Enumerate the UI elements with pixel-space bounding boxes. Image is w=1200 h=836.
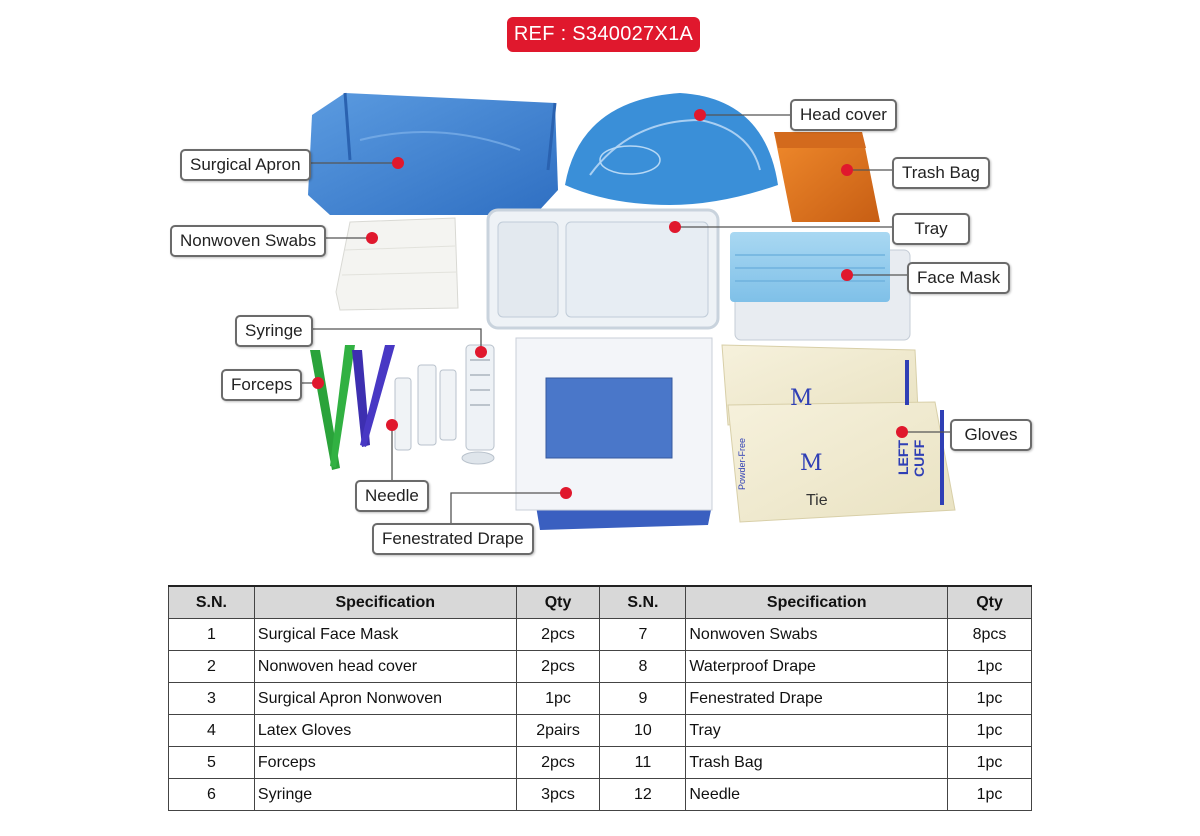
cell-qty: 8pcs	[948, 619, 1032, 651]
cell-spec: Forceps	[254, 747, 516, 779]
label-nonwoven-swabs: Nonwoven Swabs	[170, 225, 326, 257]
glove-size-top: M	[790, 386, 813, 411]
cell-qty: 1pc	[948, 715, 1032, 747]
face-mask-image	[730, 232, 910, 340]
cell-spec: Fenestrated Drape	[686, 683, 948, 715]
cell-spec: Tray	[686, 715, 948, 747]
fenestrated-drape-image	[516, 338, 712, 530]
cell-spec: Syringe	[254, 779, 516, 811]
nonwoven-swabs-image	[336, 218, 458, 310]
cell-qty: 2pcs	[516, 651, 600, 683]
cell-sn: 12	[600, 779, 686, 811]
cell-qty: 1pc	[516, 683, 600, 715]
ref-badge: REF : S340027X1A	[507, 17, 700, 52]
cell-sn: 2	[169, 651, 255, 683]
spec-table	[168, 585, 1032, 811]
cell-sn: 5	[169, 747, 255, 779]
header-qty-left: Qty	[516, 586, 600, 619]
header-sn-left: S.N.	[169, 586, 255, 619]
cell-sn: 3	[169, 683, 255, 715]
label-head-cover: Head cover	[790, 99, 897, 131]
glove-powder-free: Powder-Free	[737, 437, 747, 490]
cell-sn: 6	[169, 779, 255, 811]
gloves-image	[722, 345, 955, 522]
cell-sn: 4	[169, 715, 255, 747]
cell-spec: Waterproof Drape	[686, 651, 948, 683]
label-surgical-apron: Surgical Apron	[180, 149, 311, 181]
trash-bag-image	[774, 132, 880, 222]
glove-cuff-cuff: CUFF	[911, 439, 927, 477]
cell-sn: 10	[600, 715, 686, 747]
header-sn-right: S.N.	[600, 586, 686, 619]
label-tray: Tray	[892, 213, 970, 245]
table-row	[169, 715, 1032, 747]
glove-tie: Tie	[806, 492, 828, 509]
cell-spec: Latex Gloves	[254, 715, 516, 747]
cell-spec: Trash Bag	[686, 747, 948, 779]
cell-sn: 11	[600, 747, 686, 779]
label-forceps: Forceps	[221, 369, 302, 401]
cell-qty: 1pc	[948, 683, 1032, 715]
cell-spec: Nonwoven head cover	[254, 651, 516, 683]
table-header-row	[169, 586, 1032, 619]
label-gloves: Gloves	[950, 419, 1032, 451]
table-row	[169, 779, 1032, 811]
cell-qty: 1pc	[948, 747, 1032, 779]
head-cover-image	[565, 93, 778, 205]
cell-sn: 1	[169, 619, 255, 651]
cell-sn: 8	[600, 651, 686, 683]
label-syringe: Syringe	[235, 315, 313, 347]
cell-qty: 1pc	[948, 651, 1032, 683]
cell-qty: 2pcs	[516, 619, 600, 651]
label-trash-bag: Trash Bag	[892, 157, 990, 189]
cell-sn: 9	[600, 683, 686, 715]
cell-spec: Needle	[686, 779, 948, 811]
cell-qty: 1pc	[948, 779, 1032, 811]
cell-qty: 2pairs	[516, 715, 600, 747]
label-needle: Needle	[355, 480, 429, 512]
table-row	[169, 619, 1032, 651]
syringes-image	[395, 345, 494, 464]
cell-qty: 2pcs	[516, 747, 600, 779]
header-spec-left: Specification	[254, 586, 516, 619]
tray-image	[488, 210, 718, 328]
table-row	[169, 651, 1032, 683]
glove-size-bottom: M	[800, 451, 823, 476]
cell-qty: 3pcs	[516, 779, 600, 811]
glove-cuff-left: LEFT	[895, 440, 911, 475]
surgical-apron-image	[308, 93, 558, 215]
cell-spec: Surgical Apron Nonwoven	[254, 683, 516, 715]
cell-spec: Surgical Face Mask	[254, 619, 516, 651]
label-face-mask: Face Mask	[907, 262, 1010, 294]
header-qty-right: Qty	[948, 586, 1032, 619]
table-row	[169, 683, 1032, 715]
label-fenestrated-drape: Fenestrated Drape	[372, 523, 534, 555]
header-spec-right: Specification	[686, 586, 948, 619]
table-row	[169, 747, 1032, 779]
cell-sn: 7	[600, 619, 686, 651]
product-photo	[0, 60, 1200, 570]
forceps-image	[310, 345, 395, 470]
cell-spec: Nonwoven Swabs	[686, 619, 948, 651]
